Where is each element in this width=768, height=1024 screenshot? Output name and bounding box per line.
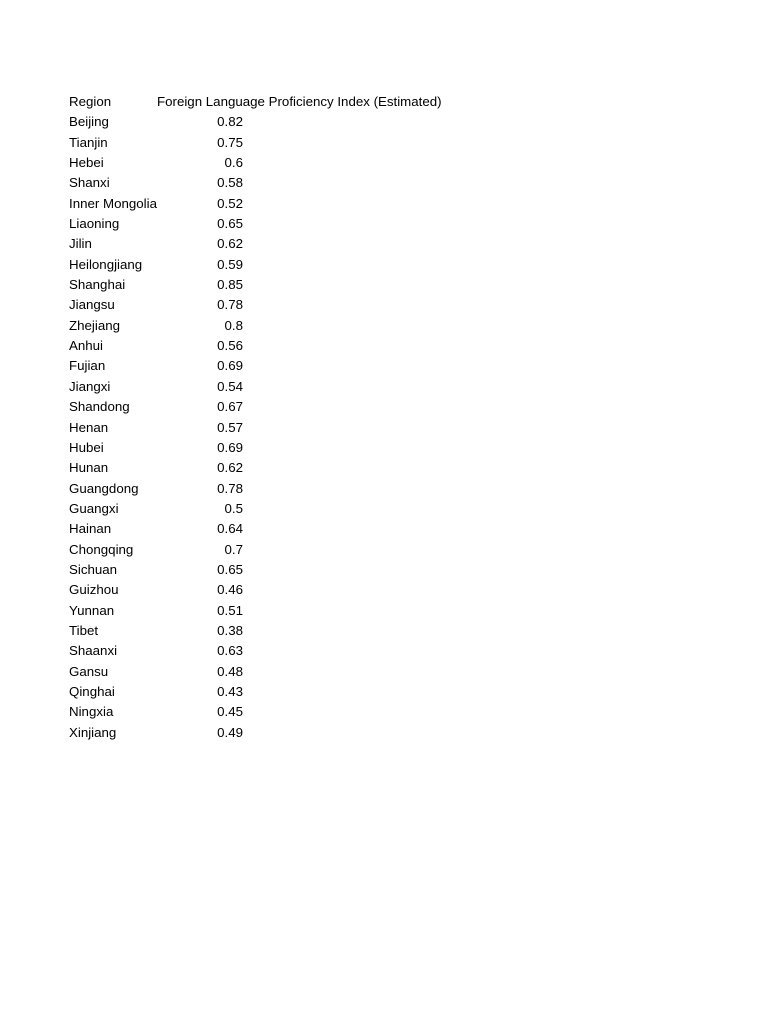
- index-cell[interactable]: 0.58: [217, 175, 243, 191]
- table-row: [69, 519, 442, 539]
- region-cell[interactable]: Hunan: [69, 460, 109, 476]
- table-row: [69, 336, 442, 356]
- table-row: [69, 540, 442, 560]
- index-cell[interactable]: 0.65: [217, 216, 243, 232]
- header-region[interactable]: Region: [69, 94, 112, 109]
- region-cell[interactable]: Jiangsu: [69, 297, 115, 313]
- table-row: [69, 641, 442, 661]
- header-index[interactable]: Foreign Language Proficiency Index (Estimated): [157, 94, 442, 109]
- table-row: [69, 112, 442, 132]
- index-cell[interactable]: 0.85: [217, 277, 243, 293]
- region-cell[interactable]: Xinjiang: [69, 724, 117, 740]
- table-row: [69, 153, 442, 173]
- table-row: [69, 621, 442, 641]
- table-row: [69, 133, 442, 153]
- region-cell[interactable]: Hainan: [69, 521, 112, 537]
- index-cell[interactable]: 0.75: [217, 134, 243, 150]
- region-cell[interactable]: Heilongjiang: [69, 256, 143, 272]
- region-cell[interactable]: Anhui: [69, 338, 104, 354]
- table-row: [69, 662, 442, 682]
- region-cell[interactable]: Jiangxi: [69, 378, 111, 394]
- table-row: [69, 275, 442, 295]
- region-cell[interactable]: Gansu: [69, 663, 109, 679]
- index-cell[interactable]: 0.57: [217, 419, 243, 435]
- index-cell[interactable]: 0.7: [224, 541, 243, 557]
- index-cell[interactable]: 0.78: [217, 297, 243, 313]
- index-cell[interactable]: 0.65: [217, 561, 243, 577]
- region-cell[interactable]: Sichuan: [69, 561, 118, 577]
- region-cell[interactable]: Hebei: [69, 155, 104, 171]
- table-row: [69, 377, 442, 397]
- index-cell[interactable]: 0.69: [217, 439, 243, 455]
- table-row: [69, 438, 442, 458]
- index-cell[interactable]: 0.63: [217, 643, 243, 659]
- table-row: [69, 316, 442, 336]
- spreadsheet-table: [69, 92, 442, 743]
- region-cell[interactable]: Jilin: [69, 236, 92, 252]
- region-cell[interactable]: Guangdong: [69, 480, 139, 496]
- table-row: [69, 418, 442, 438]
- index-cell[interactable]: 0.67: [217, 399, 243, 415]
- table-row: [69, 682, 442, 702]
- index-cell[interactable]: 0.59: [217, 256, 243, 272]
- region-cell[interactable]: Tianjin: [69, 134, 108, 150]
- index-cell[interactable]: 0.43: [217, 683, 243, 699]
- index-cell[interactable]: 0.5: [224, 500, 243, 516]
- index-cell[interactable]: 0.64: [217, 521, 243, 537]
- region-cell[interactable]: Guizhou: [69, 582, 119, 598]
- region-cell[interactable]: Guangxi: [69, 500, 119, 516]
- region-cell[interactable]: Shanghai: [69, 277, 126, 293]
- region-cell[interactable]: Qinghai: [69, 683, 115, 699]
- table-row: [69, 295, 442, 315]
- index-cell[interactable]: 0.62: [217, 460, 243, 476]
- table-row: [69, 356, 442, 376]
- index-cell[interactable]: 0.62: [217, 236, 243, 252]
- index-cell[interactable]: 0.49: [217, 724, 243, 740]
- table-row: [69, 397, 442, 417]
- region-cell[interactable]: Tibet: [69, 622, 99, 638]
- table-row: [69, 601, 442, 621]
- index-cell[interactable]: 0.54: [217, 378, 243, 394]
- table-row: [69, 499, 442, 519]
- index-cell[interactable]: 0.6: [224, 155, 243, 171]
- index-cell[interactable]: 0.46: [217, 582, 243, 598]
- region-cell[interactable]: Shandong: [69, 399, 130, 415]
- region-cell[interactable]: Liaoning: [69, 216, 120, 232]
- table-row: [69, 255, 442, 275]
- table-row: [69, 173, 442, 193]
- index-cell[interactable]: 0.56: [217, 338, 243, 354]
- region-cell[interactable]: Henan: [69, 419, 109, 435]
- region-cell[interactable]: Shaanxi: [69, 643, 118, 659]
- table-row: [69, 479, 442, 499]
- region-cell[interactable]: Chongqing: [69, 541, 134, 557]
- index-cell[interactable]: 0.38: [217, 622, 243, 638]
- index-cell[interactable]: 0.78: [217, 480, 243, 496]
- index-cell[interactable]: 0.48: [217, 663, 243, 679]
- table-row: [69, 194, 442, 214]
- region-cell[interactable]: Beijing: [69, 114, 109, 130]
- region-cell[interactable]: Yunnan: [69, 602, 115, 618]
- table-row: [69, 560, 442, 580]
- table-row: [69, 214, 442, 234]
- index-cell[interactable]: 0.52: [217, 195, 243, 211]
- region-cell[interactable]: Shanxi: [69, 175, 110, 191]
- index-cell[interactable]: 0.45: [217, 704, 243, 720]
- region-cell[interactable]: Ningxia: [69, 704, 114, 720]
- index-cell[interactable]: 0.51: [217, 602, 243, 618]
- region-cell[interactable]: Zhejiang: [69, 317, 121, 333]
- region-cell[interactable]: Fujian: [69, 358, 106, 374]
- region-cell[interactable]: Inner Mongolia: [69, 195, 157, 211]
- table-row: [69, 234, 442, 254]
- header-row: [69, 92, 442, 112]
- index-cell[interactable]: 0.69: [217, 358, 243, 374]
- table-body: [69, 112, 442, 743]
- index-cell[interactable]: 0.82: [217, 114, 243, 130]
- table-row: [69, 580, 442, 600]
- table-row: [69, 458, 442, 478]
- region-cell[interactable]: Hubei: [69, 439, 104, 455]
- table-row: [69, 702, 442, 722]
- index-cell[interactable]: 0.8: [224, 317, 243, 333]
- table-row: [69, 723, 442, 743]
